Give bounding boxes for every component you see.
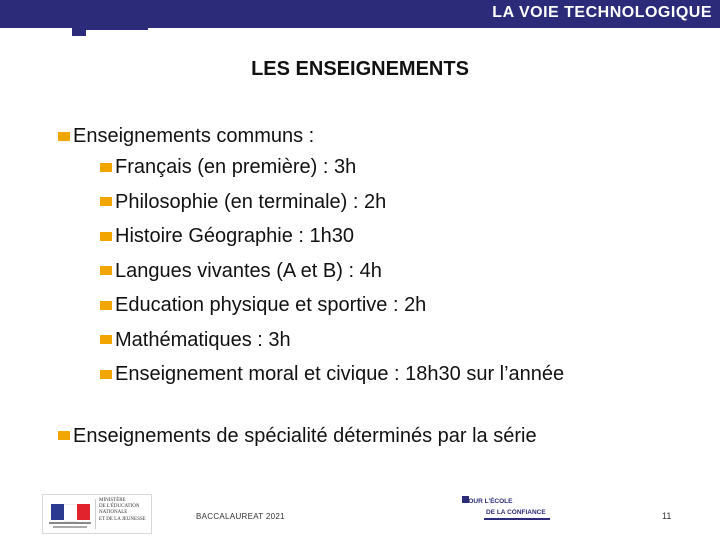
ministry-name: MINISTÈRE DE L'ÉDUCATION NATIONALE ET DE LA JEUNESSE — [99, 498, 146, 522]
sub-bullet — [58, 185, 698, 220]
sub-bullet — [58, 288, 698, 323]
ministry-logo — [42, 494, 152, 534]
bullet-specialty-courses — [58, 422, 698, 450]
sub-bullet-text: Philosophie (en terminale) : 2h — [115, 190, 387, 213]
bullet-square-icon — [100, 335, 112, 344]
sub-bullet-text: Langues vivantes (A et B) : 4h — [115, 259, 382, 282]
sub-bullet — [58, 357, 698, 392]
page-number: 11 — [662, 511, 672, 521]
footer-exam-label: BACCALAUREAT 2021 — [196, 512, 285, 521]
logo-line-2: DE LA CONFIANCE — [486, 509, 546, 516]
sub-bullet-text: Mathématiques : 3h — [115, 328, 291, 351]
logo-divider — [95, 499, 96, 529]
bullet-square-icon — [100, 266, 112, 275]
bullet-square-icon — [100, 301, 112, 310]
logo-line-1: POUR L'ÉCOLE — [464, 498, 513, 505]
header-underline — [86, 27, 148, 30]
sub-bullet-text: Français (en première) : 3h — [115, 156, 357, 179]
bullet-square-icon — [100, 163, 112, 172]
bullet-square-icon — [100, 197, 112, 206]
bullet-square-icon — [100, 232, 112, 241]
slide-title: LES ENSEIGNEMENTS — [251, 58, 469, 80]
bullet-square-icon — [100, 370, 112, 379]
sub-bullet — [58, 150, 698, 185]
bullet-label: Enseignements de spécialité déterminés par la série — [73, 424, 537, 447]
sub-bullet — [58, 219, 698, 254]
footer — [0, 486, 720, 540]
sub-bullet-text: Enseignement moral et civique : 18h30 sur l’année — [115, 363, 565, 386]
header-title: LA VOIE TECHNOLOGIQUE — [492, 4, 712, 21]
bullet-square-icon — [58, 132, 70, 141]
sub-bullet-text: Histoire Géographie : 1h30 — [115, 225, 355, 248]
sub-bullet — [58, 254, 698, 289]
bullet-square-icon — [58, 431, 70, 440]
ecole-confiance-logo — [462, 494, 552, 530]
marianne-flag-icon — [47, 500, 91, 530]
bullet-common-courses — [58, 122, 698, 150]
header-notch — [72, 10, 86, 36]
sub-bullet — [58, 323, 698, 358]
sub-bullet-text: Education physique et sportive : 2h — [115, 294, 427, 317]
bullet-label: Enseignements communs : — [73, 125, 315, 147]
bullet-list — [58, 122, 698, 450]
logo-underline — [484, 518, 550, 520]
